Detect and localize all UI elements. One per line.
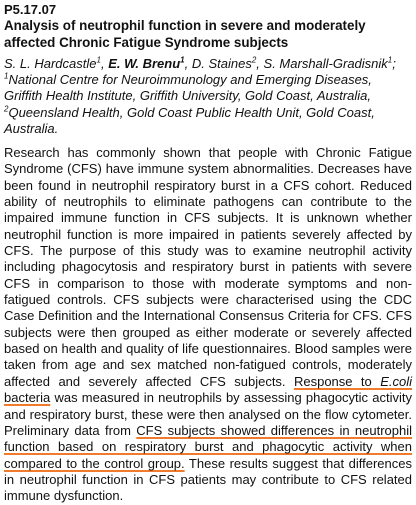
author: D. Staines$^2$, (191, 55, 264, 71)
author-presenting: E. W. Brenu$^1$ (108, 55, 185, 71)
affiliation: $^1$National Centre for Neuroimmunology and Emerging Diseases, Griffith Health Institute, Griffith University, Gold Coast, Australia, (4, 71, 372, 104)
author: S. L. Hardcastle$^1$, (4, 55, 109, 71)
abstract-text: was measured in neutrophils by assessing phagocytic activity and respiratory burst, these were then analysed on the flow cytometer. Preliminary data from (4, 390, 412, 438)
highlight-cfs-findings: CFS subjects showed differences in neutrophil function based on respiratory burst and phagocytic activity when compared to the control group. (4, 422, 412, 471)
highlight-response-ecoli: Response to E.coli bacteria (4, 373, 412, 406)
abstract-text: Research has commonly shown that people with Chronic Fatigue Syndrome (CFS) have immune system abnormalities. Decreases have been found in neutrophil respiratory burst in a CFS cohort. Reduced ability of neutrophils to eliminate pathogens can contribute to the impaired immune function in CFS subjects. It is unknown whether neutrophil function is more impaired in patients severely affected by CFS. The purpose of this study was to examine neutrophil activity including phagocytosis and respiratory burst in patients with severe CFS in comparison to those with moderate symptoms and non-fatigued controls. CFS subjects were characterised using the CDC Case Definition and the International Consensus Criteria for CFS. CFS subjects were then grouped as either moderate or severely affected based on health and quality of life questionnaires. Blood samples were taken from age and sex matched non-fatigued controls, moderately affected and severely affected CFS subjects. (4, 145, 412, 389)
poster-code: P5.17.07 (4, 2, 57, 17)
authors-affiliations: S. L. Hardcastle$^1$, E. W. Brenu$^1$, D. Staines$^2$, S. Marshall-Gradisnik$^1$; $^1$National Centre for Neuroimmunology and Emerging Diseases, Griffith Health Institute, Griffith University, Gold Coast, Australia, $^2$Queensland Health, Gold Coast Public Health Unit, Gold Coast, Australia. (4, 55, 396, 136)
affiliation: $^2$Queensland Health, Gold Coast Public Health Unit, Gold Coast, Australia. (4, 104, 375, 136)
abstract-text: These results suggest that differences in neutrophil function in CFS patients may contribute to CFS related immune dysfunction. (4, 455, 412, 504)
abstract-title: Analysis of neutrophil function in severe and moderately affected Chronic Fatigue Syndrome subjects (4, 18, 366, 50)
abstract-body (4, 145, 412, 505)
author: S. Marshall-Gradisnik$^1$; (263, 55, 396, 71)
abstract-page (4, 2, 412, 505)
